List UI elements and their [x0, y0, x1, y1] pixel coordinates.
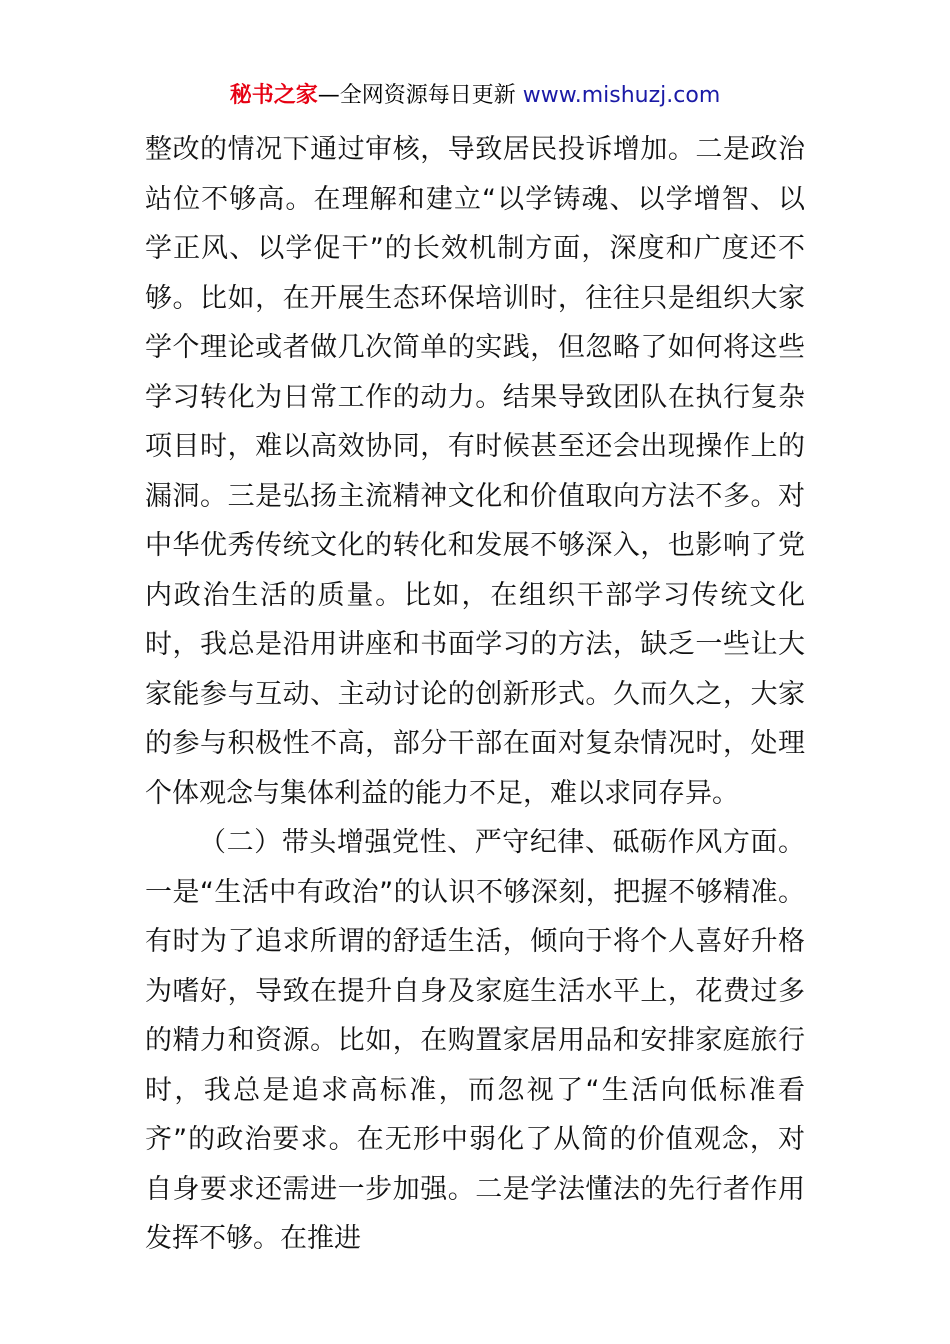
header-site-url: www.mishuzj.com — [522, 83, 721, 108]
header-brand: 秘书之家 — [229, 83, 318, 108]
document-body — [145, 125, 805, 1264]
paragraph-2: （二）带头增强党性、严守纪律、砥砺作风方面。一是“生活中有政治”的认识不够深刻，把握不够精准。有时为了追求所谓的舒适生活，倾向于将个人喜好升格为嗜好，导致在提升自身及家庭生活水平上，花费过多的精力和资源。比如，在购置家居用品和安排家庭旅行时，我总是追求高标准，而忽视了“生活向低标准看齐”的政治要求。在无形中弱化了从简的价值观念，对自身要求还需进一步加强。二是学法懂法的先行者作用发挥不够。在推进 — [145, 827, 805, 1254]
paragraph-1: 整改的情况下通过审核，导致居民投诉增加。二是政治站位不够高。在理解和建立“以学铸魂、以学增智、以学正风、以学促干”的长效机制方面，深度和广度还不够。比如，在开展生态环保培训时，往往只是组织大家学个理论或者做几次简单的实践，但忽略了如何将这些学习转化为日常工作的动力。结果导致团队在执行复杂项目时，难以高效协同，有时候甚至还会出现操作上的漏洞。三是弘扬主流精神文化和价值取向方法不多。对中华优秀传统文化的转化和发展不够深入，也影响了党内政治生活的质量。比如，在组织干部学习传统文化时，我总是沿用讲座和书面学习的方法，缺乏一些让大家能参与互动、主动讨论的创新形式。久而久之，大家的参与积极性不高，部分干部在面对复杂情况时，处理个体观念与集体利益的能力不足，难以求同存异。 — [145, 134, 805, 809]
page-header — [0, 80, 950, 112]
header-tagline: —全网资源每日更新 — [317, 83, 523, 108]
